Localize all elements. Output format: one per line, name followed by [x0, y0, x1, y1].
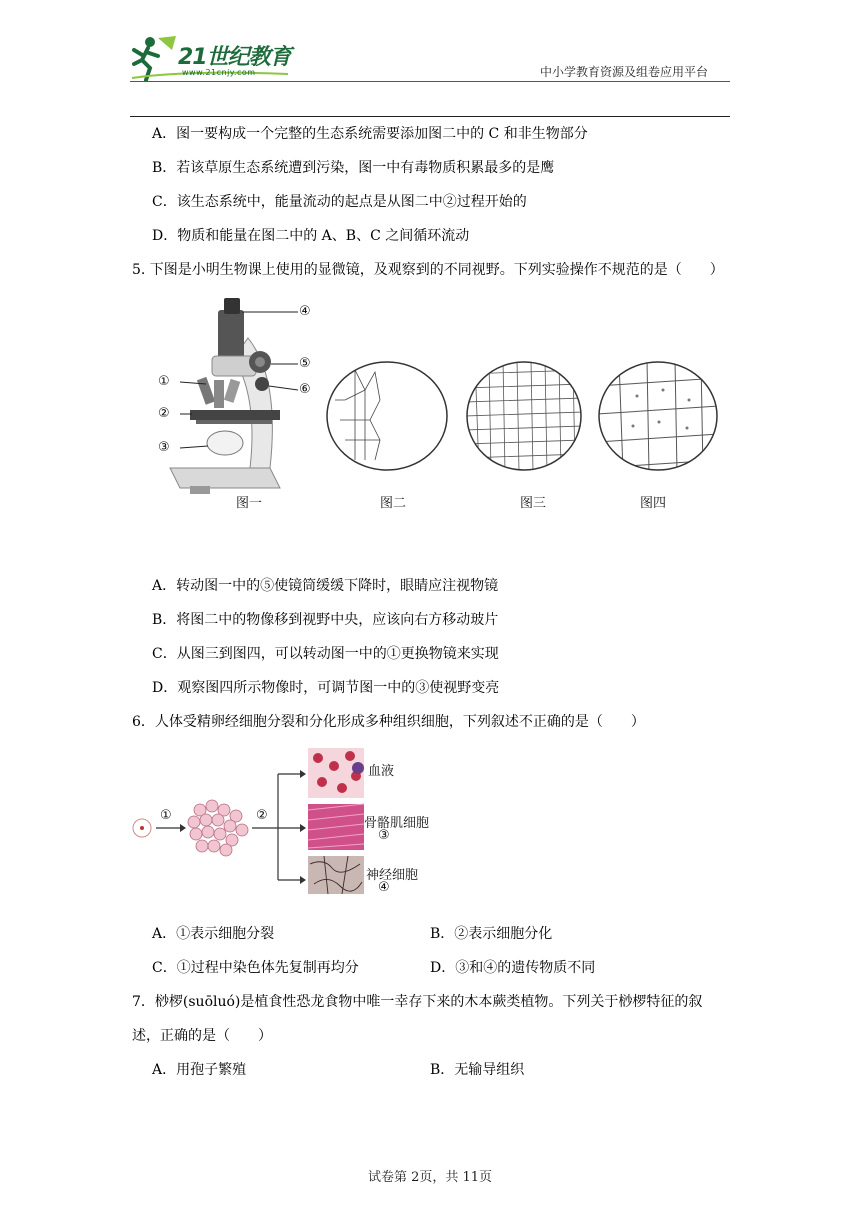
header-rule — [130, 81, 730, 82]
tissue-label-muscle: 骨骼肌细胞 — [364, 816, 430, 831]
q5-option-a: A．转动图一中的⑤使镜筒缓缓下降时，眼睛应注视物镜 — [152, 578, 499, 594]
tissue-marker-3: ③ — [378, 828, 390, 843]
q6-option-a: A．①表示细胞分裂 — [152, 926, 275, 942]
page-header — [0, 0, 860, 120]
part-label-5: ⑤ — [299, 356, 311, 371]
part-label-4: ④ — [299, 304, 311, 319]
process-label-2: ② — [256, 808, 268, 823]
q7-option-a: A．用孢子繁殖 — [152, 1062, 247, 1078]
q6-option-c: C．①过程中染色体先复制再均分 — [152, 960, 359, 976]
logo-url: www.21cnjy.com — [182, 68, 256, 77]
q5-option-c: C．从图三到图四，可以转动图一中的①更换物镜来实现 — [152, 646, 499, 662]
part-label-3: ③ — [158, 440, 170, 455]
field-of-view-4 — [597, 360, 719, 472]
caption-fig4: 图四 — [640, 496, 667, 511]
microscope-figure — [150, 298, 330, 498]
q6-option-b: B．②表示细胞分化 — [430, 926, 553, 942]
part-label-6: ⑥ — [299, 382, 311, 397]
q4-option-d: D．物质和能量在图二中的 A、B、C 之间循环流动 — [152, 228, 470, 244]
part-label-2: ② — [158, 406, 170, 421]
q4-option-b: B．若该草原生态系统遭到污染，图一中有毒物质积累最多的是鹰 — [152, 160, 555, 176]
q7-stem-line2: 述，正确的是（ ） — [132, 1028, 272, 1044]
caption-fig2: 图二 — [380, 496, 407, 511]
q4-option-a: A．图一要构成一个完整的生态系统需要添加图二中的 C 和非生物部分 — [152, 126, 588, 142]
q6-option-d: D．③和④的遗传物质不同 — [430, 960, 596, 976]
tissue-label-blood: 血液 — [368, 764, 395, 779]
platform-name: 中小学教育资源及组卷应用平台 — [540, 65, 709, 79]
q4-option-c: C．该生态系统中，能量流动的起点是从图二中②过程开始的 — [152, 194, 527, 210]
q5-option-d: D．观察图四所示物像时，可调节图一中的③使视野变亮 — [152, 680, 500, 696]
caption-fig3: 图三 — [520, 496, 547, 511]
part-label-1: ① — [158, 374, 170, 389]
field-of-view-2 — [325, 360, 449, 472]
logo-text: 21世纪教育 — [178, 45, 291, 70]
q5-option-b: B．将图二中的物像移到视野中央，应该向右方移动玻片 — [152, 612, 499, 628]
tissue-label-nerve: 神经细胞 — [366, 868, 419, 883]
page-footer: 试卷第 2页，共 11页 — [367, 1170, 493, 1185]
content-top-rule — [130, 116, 730, 117]
tissue-marker-4: ④ — [378, 880, 390, 895]
q7-option-b: B．无输导组织 — [430, 1062, 525, 1078]
q5-stem: 5. 下图是小明生物课上使用的显微镜，及观察到的不同视野。下列实验操作不规范的是（ ） — [132, 262, 724, 278]
field-of-view-3 — [465, 360, 583, 472]
q6-stem: 6．人体受精卵经细胞分裂和分化形成多种组织细胞，下列叙述不正确的是（ ） — [132, 714, 645, 730]
q7-stem-line1: 7．桫椤(suōluó)是植食性恐龙食物中唯一幸存下来的木本蕨类植物。下列关于桫椤特征的叙 — [132, 994, 703, 1010]
process-label-1: ① — [160, 808, 172, 823]
caption-fig1: 图一 — [236, 496, 263, 511]
